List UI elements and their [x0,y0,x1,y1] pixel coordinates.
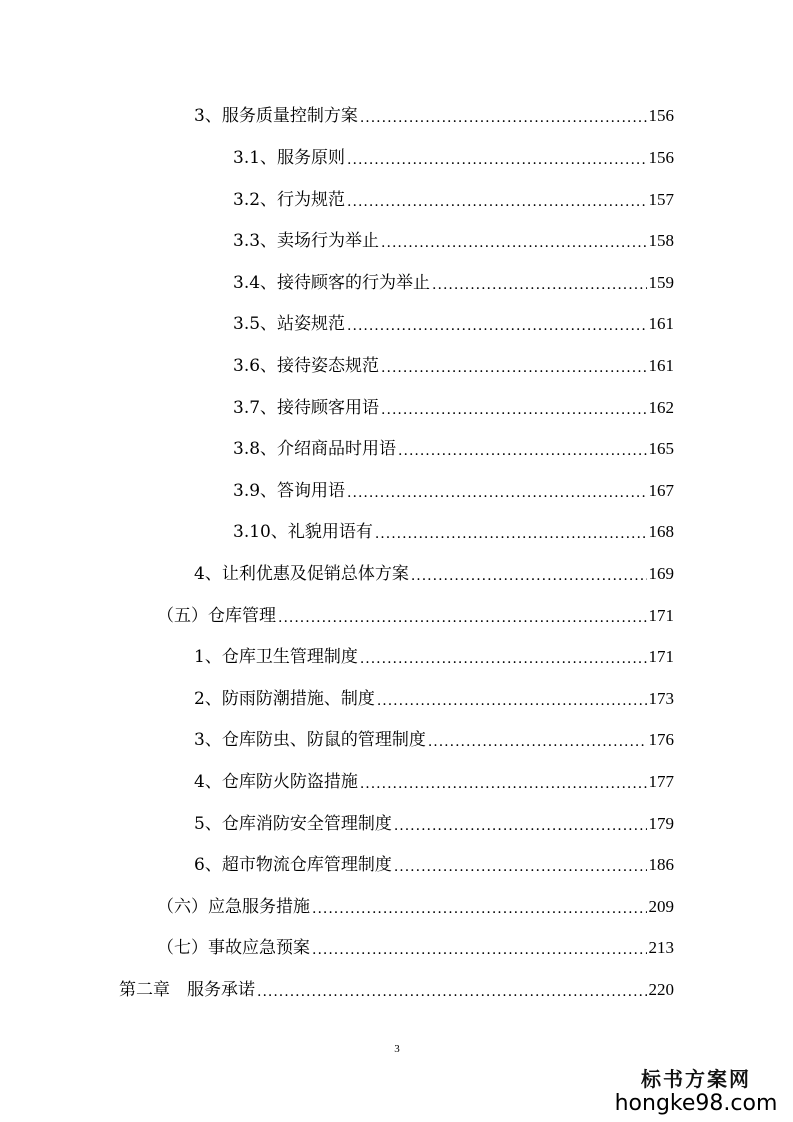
toc-entry-title: （五）仓库管理 [157,606,276,626]
toc-entry-page: 186 [648,855,674,874]
toc-entry[interactable] [233,395,674,421]
toc-entry-page: 177 [648,772,674,791]
toc-entry[interactable] [233,270,674,296]
toc-entry-page: 162 [648,398,674,417]
toc-entry[interactable] [194,686,674,712]
toc-leader-dots [360,648,647,670]
toc-entry[interactable] [233,187,674,213]
toc-entry-page: 176 [648,730,674,749]
toc-entry-title: 第二章 服务承诺 [119,980,255,1000]
toc-entry-page: 158 [648,231,674,250]
toc-entry[interactable] [233,353,674,379]
toc-entry-page: 171 [648,647,674,666]
toc-entry[interactable] [194,852,674,878]
toc-entry-page: 179 [648,814,674,833]
toc-leader-dots [347,191,646,213]
toc-leader-dots [411,565,647,587]
toc-leader-dots [347,482,646,504]
toc-leader-dots [398,440,646,462]
toc-leader-dots [360,107,647,129]
toc-entry[interactable] [233,311,674,337]
toc-entry[interactable] [157,935,674,961]
toc-entry-page: 173 [648,689,674,708]
toc-entry[interactable] [194,727,674,753]
toc-entry-title: 3.6、接待姿态规范 [233,356,380,376]
toc-entry[interactable] [194,561,674,587]
toc-entry[interactable] [194,811,674,837]
toc-leader-dots [381,399,646,421]
toc-entry-title: 3.5、站姿规范 [233,314,346,334]
toc-entry-title: 1、仓库卫生管理制度 [194,647,358,667]
toc-entry-title: 3.3、卖场行为举止 [233,231,380,251]
toc-leader-dots [312,898,647,920]
toc-leader-dots [394,856,647,878]
toc-entry-title: 3.4、接待顾客的行为举止 [233,273,431,293]
toc-entry-title: 5、仓库消防安全管理制度 [194,814,392,834]
toc-entry-page: 220 [648,980,674,999]
toc-leader-dots [394,815,647,837]
toc-entry[interactable] [157,894,674,920]
toc-entry[interactable] [157,603,674,629]
toc-entry[interactable] [194,644,674,670]
toc-leader-dots [381,232,646,254]
toc-leader-dots [257,981,647,1003]
watermark-url: hongke98.com [614,1091,778,1116]
toc-leader-dots [377,690,647,712]
toc-entry[interactable] [194,769,674,795]
toc-leader-dots [312,939,647,961]
toc-entry-page: 156 [648,106,674,125]
toc-entry-page: 161 [648,356,674,375]
toc-entry-page: 209 [648,897,674,916]
toc-leader-dots [278,607,647,629]
toc-leader-dots [432,274,646,296]
toc-entry[interactable] [233,145,674,171]
toc-entry-page: 157 [648,190,674,209]
toc-leader-dots [360,773,647,795]
page-number: 3 [394,1043,400,1055]
toc-entry-page: 213 [648,938,674,957]
toc-entry-title: 4、让利优惠及促销总体方案 [194,564,409,584]
toc-entry-title: 3.9、答询用语 [233,481,346,501]
toc-entry-page: 171 [648,606,674,625]
toc-entry[interactable] [233,478,674,504]
toc-entry-title: （七）事故应急预案 [157,938,310,958]
toc-entry[interactable] [194,103,674,129]
toc-entry-page: 161 [648,314,674,333]
toc-entry-page: 159 [648,273,674,292]
toc-entry-title: 2、防雨防潮措施、制度 [194,689,375,709]
toc-entry-title: 4、仓库防火防盗措施 [194,772,358,792]
toc-leader-dots [381,357,646,379]
toc-leader-dots [347,315,646,337]
toc-leader-dots [428,731,647,753]
watermark-logo [611,1063,781,1116]
toc-entry-title: 3、服务质量控制方案 [194,106,358,126]
toc-entry-title: 3.7、接待顾客用语 [233,398,380,418]
toc-entry-page: 165 [648,439,674,458]
toc-entry-title: 6、超市物流仓库管理制度 [194,855,392,875]
toc-entry-page: 167 [648,481,674,500]
toc-entry-title: 3.2、行为规范 [233,190,346,210]
toc-entry-page: 169 [648,564,674,583]
toc-entry-title: 3.1、服务原则 [233,148,346,168]
toc-entry[interactable] [233,519,674,545]
watermark-brand: 标书方案网 [641,1067,751,1091]
toc-entry[interactable] [119,977,674,1003]
toc-entry-title: （六）应急服务措施 [157,897,310,917]
toc-entry-page: 168 [648,522,674,541]
toc-entry[interactable] [233,228,674,254]
toc-entry-page: 156 [648,148,674,167]
toc-entry-title: 3.8、介绍商品时用语 [233,439,397,459]
toc-entry-title: 3、仓库防虫、防鼠的管理制度 [194,730,426,750]
toc-entry-title: 3.10、礼貌用语有 [233,522,373,542]
toc-leader-dots [347,149,646,171]
toc-entry[interactable] [233,436,674,462]
toc-leader-dots [375,523,647,545]
